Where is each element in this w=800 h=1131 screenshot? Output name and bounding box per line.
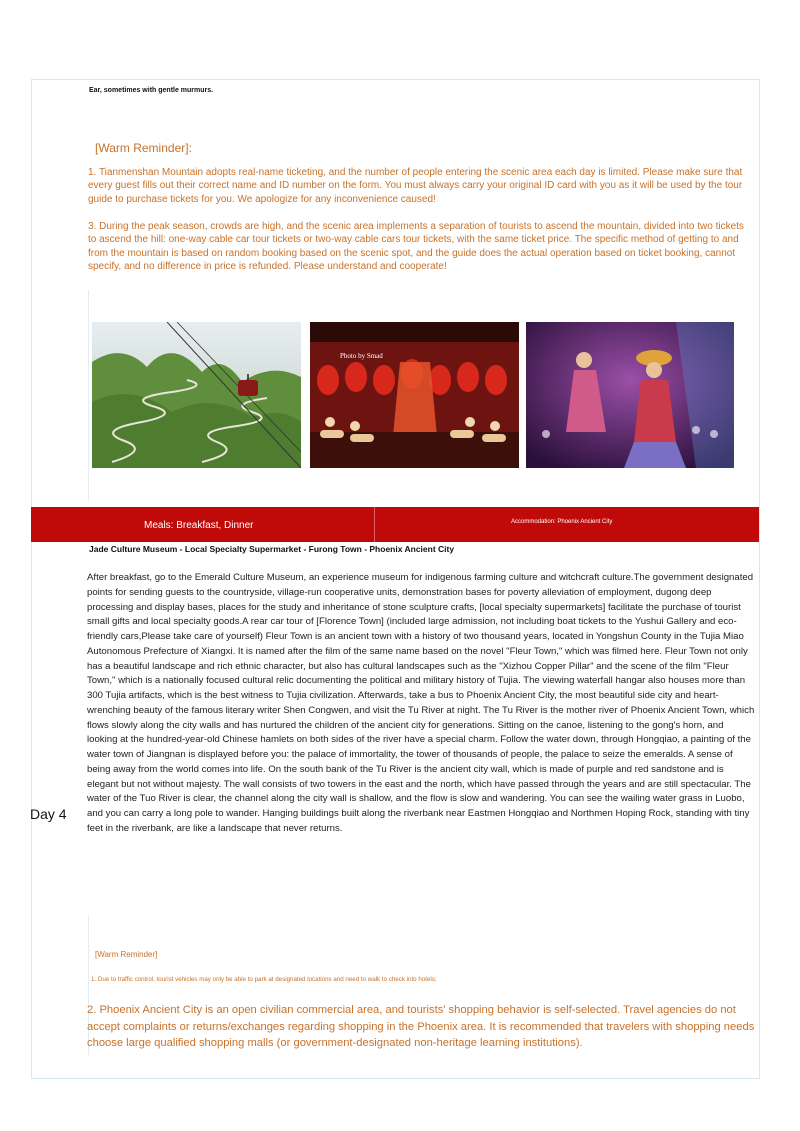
ethnic-dance-photo [526,322,734,468]
day-label: Day 4 [30,806,67,822]
margin-line [88,290,89,500]
reminder2-item-2: 2. Phoenix Ancient City is an open civilian commercial area, and tourists' shopping behavior is self-selected. Travel agencies do not accept complaints or returns/exchanges regarding shopping in the Phoenix area. It is recommended that travelers with shopping needs choose large qualified shopping malls (or government-designated non-heritage learning institutions). [87,1004,755,1049]
meals-label: Meals: Breakfast, Dinner [144,520,254,531]
previous-day-fragment: Ear, sometimes with gentle murmurs. [89,87,214,94]
banner-divider [374,507,375,542]
day-info-banner [31,507,759,542]
lantern-performance-photo [310,322,519,468]
reminder2-item-1: 1. Due to traffic control, tourist vehicles may only be able to park at designated locations and need to walk to check into hotels; [91,976,437,983]
reminder-item-3: 3. During the peak season, crowds are high, and the scenic area implements a separation of tourists to ascend the mountain, divided into two tickets to ascend the hill: one-way cable car tour tickets or two-way cable cars tour tickets, with the same ticket price. The specific method of getting to and from the mountain is based on random booking based on the scenic spot, and the guide does the actual operation based on ticket booking, cannot specify, and no difference in price is refunded. Please understand and cooperate! [88,221,744,273]
warm-reminder-title: [Warm Reminder]: [95,141,192,155]
photo-caption: Photo by Smad [340,352,383,360]
warm-reminder-title-2: [Warm Reminder] [95,950,158,959]
reminder-item-1: 1. Tianmenshan Mountain adopts real-name ticketing, and the number of people entering the scenic area each day is limited. Please make sure that every guest fills out their correct name and ID number on the form. You must always carry your original ID card with you as it will be used by the tour guide to purchase tickets for you. We apologize for any inconvenience caused! [88,167,743,205]
cable-car-mountain-photo [92,322,301,468]
day-route: Jade Culture Museum - Local Specialty Supermarket - Furong Town - Phoenix Ancient City [89,544,455,554]
accommodation-label: Accommodation: Phoenix Ancient City [511,519,613,525]
itinerary-description: After breakfast, go to the Emerald Culture Museum, an experience museum for indigenous farming culture and witchcraft culture.The government designated points for sending guests to the countryside, village-run cooperative units, demonstration bases for poverty alleviation of employment, dugong deep processing and display bases, places for the study and inheritance of stone sculpture crafts, [local specialty supermarkets] facilitate the purchase of tourist small gifts and local specialty goods.A rear car tour of [Florence Town] (included large admission, not including boat tickets to the Yushui Gallery and eco-friendly cars,Please take care of yourself) Fleur Town is an ancient town with a history of two thousand years, located in Yongshun County in the Tujia Miao Autonomous Prefecture of Xiangxi. It is named after the film of the same name based on the novel "Fleur Town," which was filmed here. Fleur Town not only has a beautiful landscape and rich ethnic character, but also has cultural landscapes such as the "Xizhou Copper Pillar" and the scene of the film "Fleur Town," which is a nationally focused cultural relic documenting the political and military history of Tujia. The viewing waterfall hangar also houses more than 300 Tujia artifacts, which is the best witness to Tujia civilization. Afterwards, take a bus to Phoenix Ancient City, the most beautiful side city and heart-wrenching beauty of the famous literary writer Shen Congwen, and visit the Tu River at night. The Tu River is the mother river of Phoenix Ancient Town, which flows slowly along the city walls and has nurtured the children of the ancient city for generations. Sitting on the canoe, listening to the gong's horn, and looking at the hundred-year-old Chinese hamlets on both sides of the river have a special charm. Follow the water down, through Hongqiao, a painting of the water town of Jiangnan is displayed before you: the palace of immortality, the tower of thousands of people, the palace to seize the emeralds. A sense of being away from the world comes into life. On the south bank of the Tu River is the ancient city wall, which is made of purple and red sandstone and is elegant but not without majesty. The wall consists of two towers in the east and the north, which have passed through the years and are still spectacular. The water of the Tuo River is clear, the channel along the city wall is shallow, and the flow is slow and wandering. You can see the wailing water grass in Luobo, and you can carry a long pole to wander. Hanging buildings built along the riverbank near Eastmen Hongqiao and Northmen Hoping Rock, standing with tiny feet in the riverbank, are like a landscape that never returns. [87,572,755,834]
